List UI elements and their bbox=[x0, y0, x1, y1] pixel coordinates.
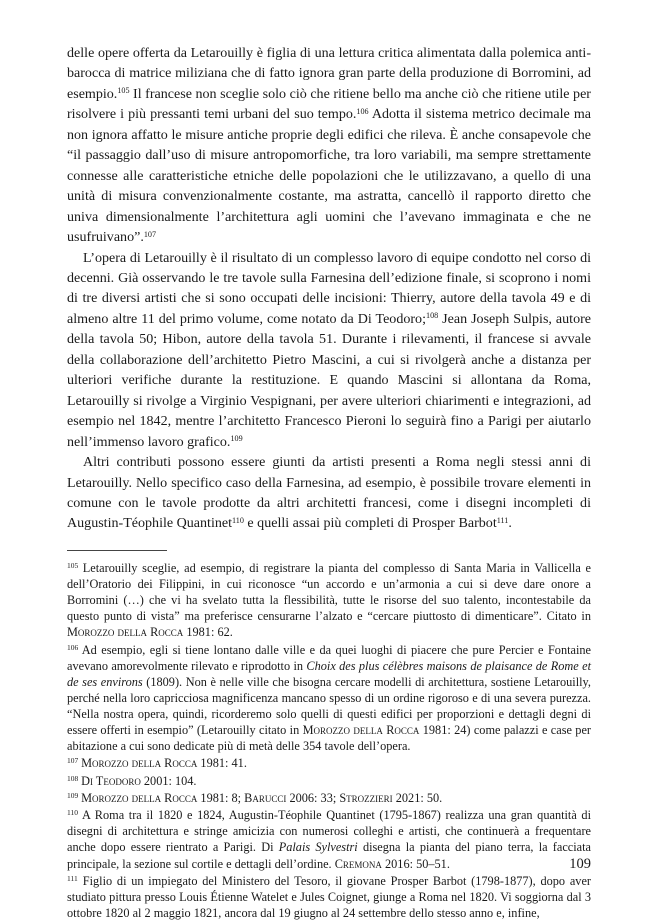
footnote-separator bbox=[67, 550, 167, 551]
page-content bbox=[67, 43, 591, 922]
body-paragraph bbox=[67, 248, 591, 453]
footnote: 106 Ad esempio, egli si tiene lontano dalle ville e da quei luoghi di piacere che pure Percier e Fontaine avevano amorevolmente rilevato e riprodotto in Choix des plus célèbres maisons de plaisance de Rome et de ses environs (1809). Non è nelle ville che bisogna cercare modelli di architettura, sostiene Letarouilly, perché nella loro capricciosa magnificenza mancano spesso di un ordine rigoroso e di una severa purezza. “Nella nostra opera, quindi, ricorderemo solo quelli di questi edifici per proporzioni e dettagli degni di essere offerti in esempio” (Letarouilly citato in Morozzo della Rocca 1981: 24) come palazzi e case per abitazione a cui sono dedicate più di metà delle 354 tavole dell’opera. bbox=[67, 642, 591, 754]
text-run: 2021: 50. bbox=[392, 790, 443, 805]
author-name: Morozzo della Rocca bbox=[67, 625, 184, 640]
body-paragraph bbox=[67, 452, 591, 534]
text-run: 1981: 8; bbox=[197, 790, 245, 805]
footnote-marker: 107 bbox=[143, 229, 157, 239]
text-run: disegna la pianta del piano terra, la facciata principale, la sezione sul cortile e dettagli dell’ordine. bbox=[67, 840, 592, 871]
text-run: 2016: 50–51. bbox=[381, 856, 450, 871]
text-run: 1981: 41. bbox=[197, 756, 247, 771]
footnote-marker: 106 bbox=[356, 106, 369, 116]
body-paragraph bbox=[67, 43, 591, 248]
footnote: 110 A Roma tra il 1820 e 1824, Augustin-Téophile Quantinet (1795-1867) realizza una gran quantità di disegni di architettura e stringe amicizia con numerosi colleghi e artisti, che continuerà a frequentare anche dopo essere rientrato a Parigi. Di Palais Sylvestri disegna la pianta del piano terra, la facciata principale, la sezione sul cortile e dettagli dell’ordine. Cremona 2016: 50–51. bbox=[67, 808, 592, 871]
footnote-marker: 111 bbox=[496, 515, 509, 525]
title-italic: Choix des plus célèbres maisons de plaisance de Rome et de ses environs bbox=[67, 658, 591, 689]
footnote: 107 Morozzo della Rocca 1981: 41. bbox=[67, 756, 247, 771]
text-run: Il francese non sceglie solo ciò che ritiene bello ma anche ciò che ritiene utile per risolvere i più pressanti temi urbani del suo tempo. bbox=[67, 85, 591, 123]
footnote-marker: 109 bbox=[230, 434, 243, 444]
text-run: Altri contributi possono essere giunti da artisti presenti a Roma negli stessi anni di Letarouilly. Nello specifico caso della Farnesina, ad esempio, è possibile trovare elementi in comune con le tavole prodotte da altri architetti francesi, come i disegni incompleti di Augustin-Téophile Quantinet bbox=[67, 454, 591, 532]
text-run: e quelli assai più completi di Prosper Barbot bbox=[243, 515, 497, 532]
footnotes bbox=[67, 560, 591, 921]
author-name: Barucci bbox=[244, 790, 287, 805]
page-number: 109 bbox=[569, 856, 591, 872]
footnote: 108 Di Teodoro 2001: 104. bbox=[67, 773, 197, 788]
author-name: Morozzo della Rocca bbox=[81, 756, 198, 771]
footnote-marker: 110 bbox=[232, 515, 244, 525]
text-run: Jean Joseph Sulpis, autore della tavola 50; Hibon, autore della tavola 51. Durante i rilevamenti, il francese si avvale della collaborazione dell’architetto Pietro Mascini, a cui si rivolgerà anche a distanza per ulteriori verifiche durante la restituzione. E quando Mascini si allontana da Roma, Letarouilly si rivolge a Virginio Vespignani, per avere ulteriori chiarimenti e integrazioni, ad esempio nel 1842, mentre l’architetto Francesco Pieroni lo seguirà fino a Parigi per aiutarlo nell’immenso lavoro grafico. bbox=[67, 310, 592, 450]
title-italic: Palais Sylvestri bbox=[278, 840, 358, 855]
author-name: Morozzo della Rocca bbox=[302, 723, 420, 737]
text-run: 2001: 104. bbox=[140, 773, 197, 788]
text-run: Adotta il sistema metrico decimale ma non ignora affatto le misure antiche proprie degli edifici che rileva. È anche consapevole che “il passaggio dall’uso di misure antropomorfiche, tra loro variabili, ma sempre strettamente connesse alle caratteristiche etniche delle popolazioni che le utilizzavano, a quello di una unità di misura convenzionalmente costante, ma astratta, cancellò il rapporto diretto che univa dimensionalmente l’architettura agli uomini che l’avevano immaginata e che ne usufruivano”. bbox=[67, 106, 591, 246]
text-run: 2006: 33; bbox=[286, 790, 340, 805]
text-run: Figlio di un impiegato del Ministero del Tesoro, il giovane Prosper Barbot (1798-1877), dopo aver studiato pittura presso Louis Étienne Watelet e Jules Coignet, giunge a Roma nel 1820. Vi soggiorna dal 3 ottobre 1820 al 2 maggio 1821, ancora dal 19 giugno al 24 settembre dello stesso anno e, infine, bbox=[67, 873, 591, 920]
text-run: Ad esempio, egli si tiene lontano dalle ville e da quei luoghi di piacere che pure Percier e Fontaine avevano amorevolmente rilevato e riprodotto in bbox=[67, 642, 591, 673]
footnote: 111 Figlio di un impiegato del Ministero del Tesoro, il giovane Prosper Barbot (1798-1877), dopo aver studiato pittura presso Louis Étienne Watelet e Jules Coignet, giunge a Roma nel 1820. Vi soggiorna dal 3 ottobre 1820 al 2 maggio 1821, ancora dal 19 giugno al 24 settembre dello stesso anno e, infine, bbox=[67, 873, 591, 920]
text-run: delle opere offerta da Letarouilly è figlia di una lettura critica alimentata dalla polemica anti-barocca di matrice miliziana che di fatto ignora gran parte della produzione di Borromini, ad esempio. bbox=[67, 45, 591, 102]
author-name: Cremona bbox=[334, 856, 382, 871]
text-run: . bbox=[508, 515, 512, 532]
footnote-marker: 105 bbox=[117, 86, 130, 96]
text-run: L’opera di Letarouilly è il risultato di un complesso lavoro di equipe condotto nel corso di decenni. Già osservando le tre tavole sulla Farnesina dell’edizione finale, si scoprono i nomi di tre diversi artisti che si sono occupati delle incisioni: Thierry, autore della tavola 49 e di almeno altre 11 del primo volume, come notato da Di Teodoro; bbox=[67, 249, 591, 327]
footnote: 105 Letarouilly sceglie, ad esempio, di registrare la pianta del complesso di Santa Maria in Vallicella e dell’Oratorio dei Filippini, in cui riconosce “un accordo e un’armonia a cui si deve dare onore a Borromini (…) che vi ha svelato tutta la flessibilità, tutte le risorse del suo talento, incontestabile da questo punto di vista” ma preferisce censurarne l’alzato e “cercare piuttosto di dimenticare”. Citato in Morozzo della Rocca 1981: 62. bbox=[67, 560, 591, 640]
author-name: Di Teodoro bbox=[81, 773, 141, 788]
text-run: 1981: 24) come palazzi e case per abitazione a cui sono dedicate più di metà delle 354 tavole dell’opera. bbox=[67, 723, 591, 754]
main-text bbox=[67, 43, 591, 534]
text-run: A Roma tra il 1820 e 1824, Augustin-Téophile Quantinet (1795-1867) realizza una gran quantità di disegni di architettura e stringe amicizia con numerosi colleghi e artisti, che continuerà a frequentare anche dopo essere rientrato a Parigi. Di bbox=[67, 808, 591, 855]
footnote-marker: 108 bbox=[426, 311, 439, 321]
text-run: 1981: 62. bbox=[183, 625, 233, 640]
footnote: 109 Morozzo della Rocca 1981: 8; Barucci 2006: 33; Strozzieri 2021: 50. bbox=[67, 790, 443, 805]
text-run: Letarouilly sceglie, ad esempio, di registrare la pianta del complesso di Santa Maria in Vallicella e dell’Oratorio dei Filippini, in cui riconosce “un accordo e un’armonia a cui si deve dare onore a Borromini (…) che vi ha svelato tutta la flessibilità, tutte le risorse del suo talento, incontestabile da questo punto di vista” ma preferisce censurarne l’alzato e “cercare piuttosto di dimenticare”. Citato in bbox=[67, 560, 591, 624]
text-run: (1809). Non è nelle ville che bisogna cercare modelli di architettura, sostiene Letarouilly, perché nella loro capricciosa magnificenza mancano spesso di un ordine rigoroso e di una severa purezza. “Nella nostra opera, quindi, ricorderemo solo quelli di questi edifici per proporzioni e dettagli degni di essere offerti in esempio” (Letarouilly citato in bbox=[67, 674, 591, 737]
author-name: Morozzo della Rocca bbox=[81, 790, 198, 805]
author-name: Strozzieri bbox=[339, 790, 393, 805]
